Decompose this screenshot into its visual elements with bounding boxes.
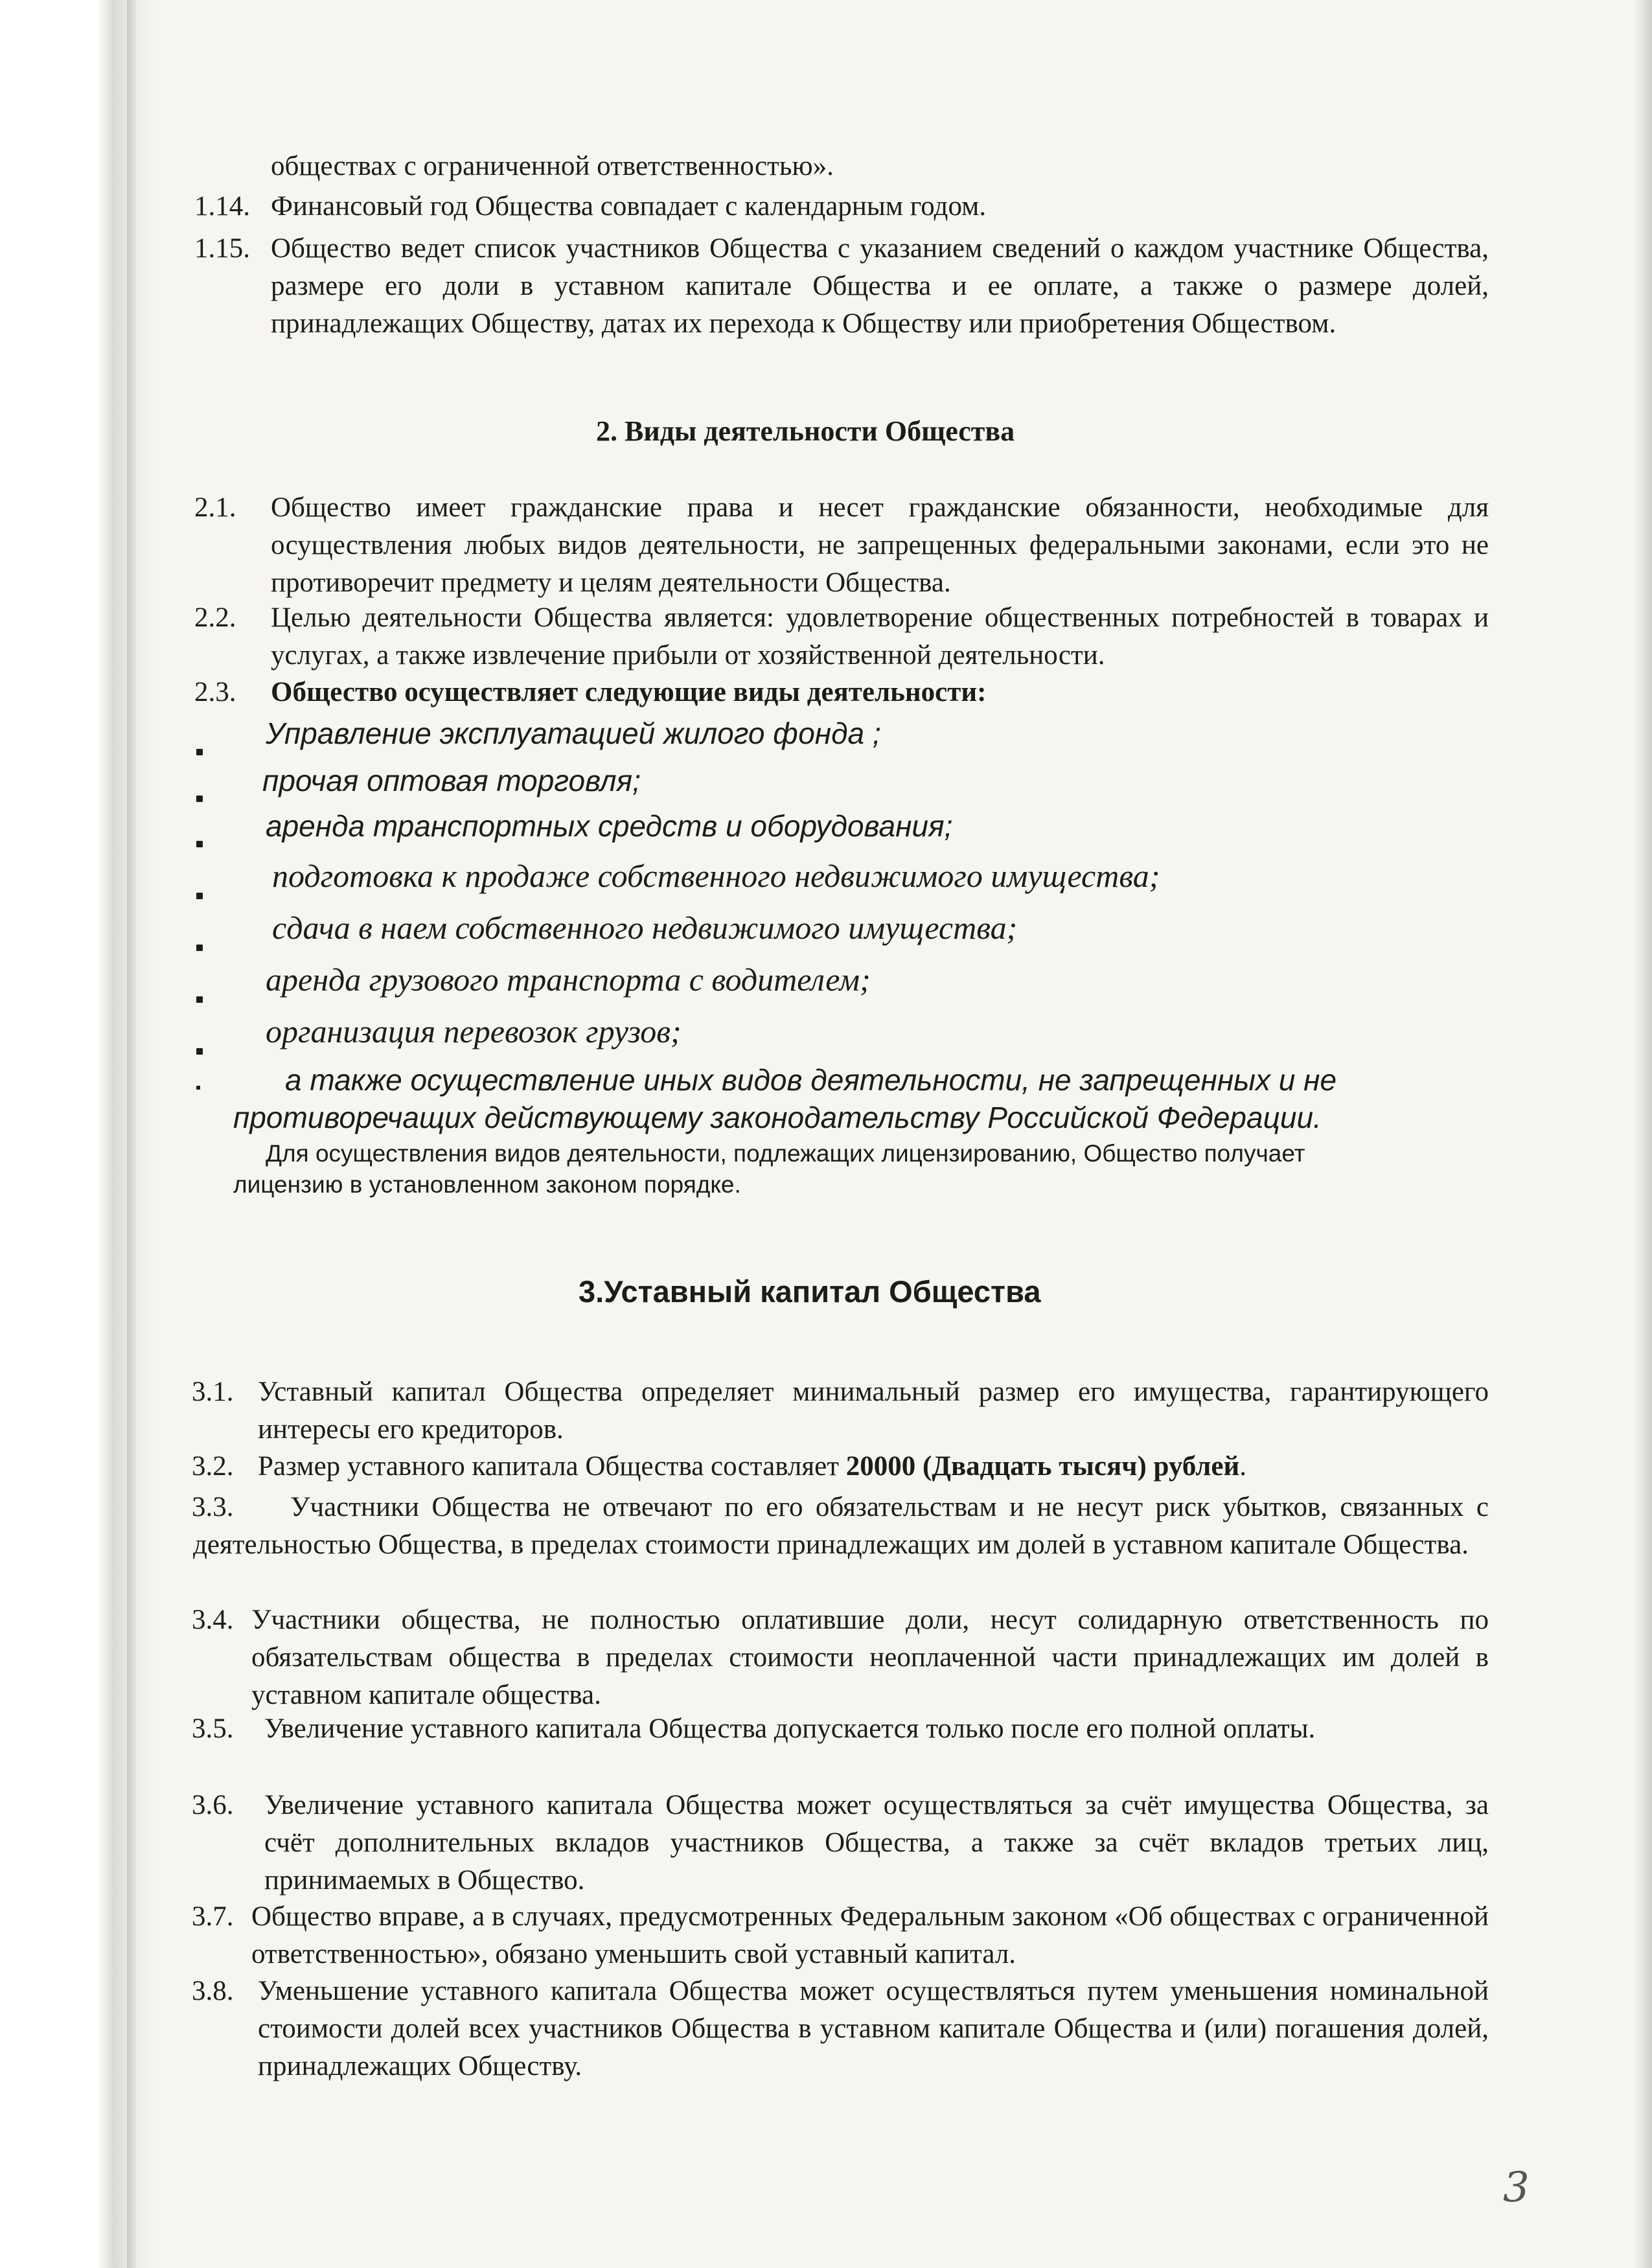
activity-item-1: Управление эксплуатацией жилого фонда ; [266, 716, 881, 750]
clause-2-2-text: Целью деятельности Общества является: удовлетворение общественных потребностей в товарах и услугах, а также извлечение прибыли от хозяйственной деятельности. [271, 602, 1489, 670]
clause-number-3-8: 3.8. [192, 1976, 234, 2006]
activity-also-line-1: а также осуществление иных видов деятельности, не запрещенных и не [285, 1063, 1337, 1097]
clause-3-6-text: Увеличение уставного капитала Общества может осуществляться за счёт имущества Общества, за счёт дополнительных вкладов участников Общества, а также за счёт вкладов третьих лиц, принимаемых в Общество. [264, 1790, 1489, 1896]
charter-capital-amount: 20000 (Двадцать тысяч) рублей [845, 1451, 1240, 1482]
scan-page-edge [127, 0, 136, 2268]
clause-number-1-15: 1.15. [194, 233, 250, 264]
clause-number-3-1: 3.1. [192, 1377, 234, 1407]
clause-number-2-1: 2.1. [194, 492, 236, 523]
license-note-line-1: Для осуществления видов деятельности, подлежащих лицензированию, Общество получает [266, 1140, 1305, 1167]
bullet-icon [196, 996, 203, 1003]
clause-1-15-text: Общество ведет список участников Общества с указанием сведений о каждом участнике Общества, размере его доли в уставном капитале Общества и ее оплате, а также о размере долей, принадлежащих Обществу, датах их перехода к Обществу или приобретения Обществом. [271, 233, 1489, 339]
clause-number-3-5: 3.5. [192, 1713, 234, 1744]
activity-item-2: прочая оптовая торговля; [262, 764, 641, 797]
license-note-line-2: лицензию в установленном законом порядке. [233, 1171, 741, 1198]
bullet-icon [196, 749, 203, 755]
clause-number-3-7: 3.7. [192, 1901, 234, 1932]
clause-3-4-text: Участники общества, не полностью оплатившие доли, несут солидарную ответственность по обязательствам общества в пределах стоимости неоплаченной части принадлежащих им долей в уставном капитале общества. [251, 1605, 1489, 1710]
activity-item-3: аренда транспортных средств и оборудования; [266, 809, 953, 843]
section-3-heading: 3.Уставный капитал Общества [579, 1274, 1041, 1309]
activity-item-7: организация перевозок грузов; [266, 1013, 682, 1049]
clause-3-8-text: Уменьшение уставного капитала Общества может осуществляться путем уменьшения номинальной стоимости долей всех участников Общества в уставном капитале Общества и (или) погашения долей, принадлежащих Обществу. [258, 1976, 1489, 2081]
bullet-icon [196, 841, 203, 847]
dot-icon [196, 1086, 200, 1090]
clause-number-2-3: 2.3. [194, 677, 236, 707]
section-2-heading: 2. Виды деятельности Общества [596, 415, 1015, 447]
activity-item-5: сдача в наем собственного недвижимого имущества; [272, 910, 1018, 946]
clause-number-2-2: 2.2. [194, 602, 236, 633]
clause-number-3-2: 3.2. [192, 1451, 234, 1482]
clause-2-1-text: Общество имеет гражданские права и несет гражданские обязанности, необходимые для осуществления любых видов деятельности, не запрещенных федеральными законами, если это не противоречит предмету и целям деятельности Общества. [271, 492, 1489, 598]
clause-3-2-text-start: Размер уставного капитала Общества составляет [258, 1451, 846, 1482]
bullet-icon [196, 893, 203, 899]
clause-number-3-6: 3.6. [192, 1790, 234, 1820]
bullet-icon [196, 796, 203, 802]
clause-2-3-text: Общество осуществляет следующие виды деятельности: [271, 677, 987, 707]
paragraph-1-13-continuation: обществах с ограниченной ответственностью». [271, 151, 834, 181]
clause-number-1-14: 1.14. [194, 191, 250, 222]
clause-number-3-3: 3.3. [192, 1492, 234, 1522]
clause-3-2-text [258, 1448, 1489, 1485]
clause-1-14-text: Финансовый год Общества совпадает с календарным годом. [271, 191, 987, 222]
activity-also-line-2: противоречащих действующему законодательству Российской Федерации. [233, 1101, 1322, 1134]
activity-item-6: аренда грузового транспорта с водителем; [266, 961, 871, 998]
clause-3-5-text: Увеличение уставного капитала Общества допускается только после его полной оплаты. [264, 1713, 1316, 1744]
clause-3-1-text: Уставный капитал Общества определяет минимальный размер его имущества, гарантирующего интересы его кредиторов. [258, 1377, 1489, 1445]
clause-number-3-4: 3.4. [192, 1605, 234, 1635]
bullet-icon [196, 1048, 203, 1055]
clause-3-2-text-end: . [1239, 1451, 1247, 1482]
bullet-icon [196, 945, 203, 951]
clause-3-7-text: Общество вправе, а в случаях, предусмотренных Федеральным законом «Об обществах с ограниченной ответственностью», обязано уменьшить свой уставный капитал. [251, 1901, 1489, 1969]
scan-right-edge [1634, 0, 1652, 2268]
clause-3-3-text: Участники Общества не отвечают по его обязательствам и не несут риск убытков, связанных с деятельностью Общества, в пределах стоимости принадлежащих им долей в уставном капитале Общества. [193, 1492, 1489, 1560]
handwritten-page-number: 3 [1503, 2164, 1530, 2212]
activity-item-4: подготовка к продаже собственного недвижимого имущества; [272, 858, 1160, 894]
